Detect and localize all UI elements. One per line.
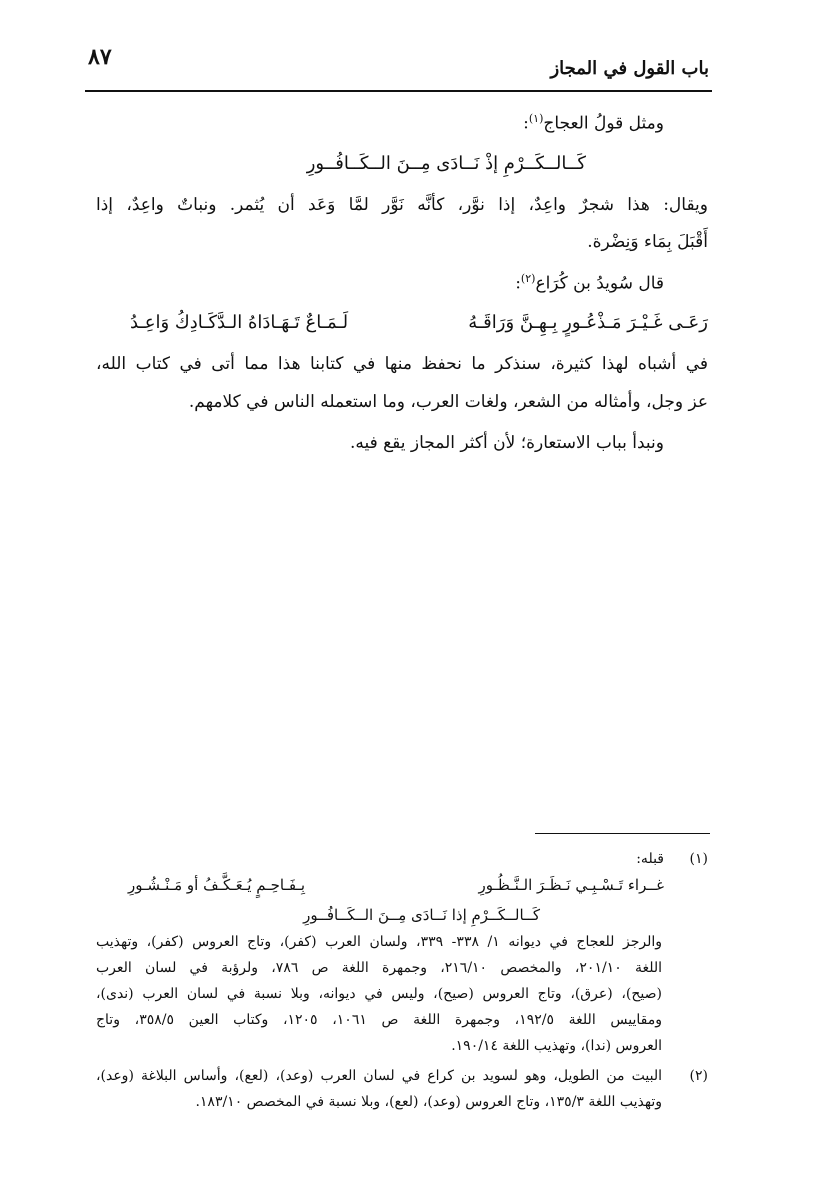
footnote-ref-2: (٢) [520, 272, 536, 285]
intro-text: ومثل قولُ العجاج [543, 113, 664, 134]
footnote-1-line: ومقاييس اللغة ١٩٢/٥، وجمهرة اللغة ص ١٠٦١، ١٢٠٥، وكتاب العين ٣٥٨/٥، وتاج [96, 1012, 662, 1028]
intro-line [523, 112, 664, 134]
verse-2-hemistich-left: لَـمَـاعٌ تَـهَـادَاهُ الـدَّكَـادِكُ وَاعِـدُ [130, 312, 349, 333]
footnote-1-number: (١) [689, 851, 708, 867]
footnote-1-line: العروس (ندا)، وتهذيب اللغة ١٩٠/١٤. [451, 1038, 662, 1054]
footnote-2-number: (٢) [689, 1068, 708, 1084]
verse-1: كَــالــكَــرْمِ إذْ نَــادَى مِــنَ الــكَــافُــورِ [306, 153, 586, 174]
quote-colon: : [515, 273, 521, 294]
footnote-1-verse-b: كَــالــكَــرْمِ إذا نَــادَى مِــنَ الــكَــافُــورِ [303, 906, 540, 924]
footnote-1-verse-a-right: غــراء تَـسْـبِـي نَـظَـرَ الـنَّـظُـورِ [478, 876, 664, 894]
running-head: باب القول في المجاز [550, 58, 709, 79]
footnote-1-label: قبله: [636, 851, 664, 867]
paragraph-2-line-2: عز وجل، وأمثاله من الشعر، ولغات العرب، وما استعمله الناس في كلامهم. [188, 392, 708, 412]
header-rule [85, 90, 712, 92]
intro-colon: : [523, 113, 529, 134]
paragraph-3: ونبدأ بباب الاستعارة؛ لأن أكثر المجاز يقع فيه. [349, 433, 664, 453]
paragraph-1-line-1: ويقال: هذا شجرٌ واعِدٌ، إذا نوَّر، كأنَّه نَوَّر لمَّا وَعَد أن يُثمر. ونباتٌ واعِدٌ، إذا [96, 195, 708, 215]
footnote-1-verse-a-left: بِـفَـاحِـمٍ يُـعَـكَّـفُ أو مَـنْـشُـورِ [128, 876, 306, 894]
footnote-2-line: وتهذيب اللغة ١٣٥/٣، وتاج العروس (وعد)، (لعع)، وبلا نسبة في المخصص ١٨٣/١٠. [195, 1094, 662, 1110]
page-number: ٨٧ [88, 44, 112, 70]
paragraph-2-line-1: في أشباه لهذا كثيرة، سنذكر ما نحفظ منها في كتابنا هذا مما أتى في كتاب الله، [96, 354, 708, 374]
quote-text: قال سُويدُ بن كُرَاع [535, 273, 664, 294]
footnote-1-line: والرجز للعجاج في ديوانه ١/ ٣٣٨- ٣٣٩، ولسان العرب (كفر)، وتاج العروس (كفر)، وتهذيب [96, 934, 662, 950]
quote-line [515, 272, 664, 294]
footnote-1-line: اللغة ٢٠١/١٠، والمخصص ٢١٦/١٠، وجمهرة اللغة ص ٧٨٦، ولرؤبة في لسان العرب [96, 960, 663, 976]
footnote-2-line: البيت من الطويل، وهو لسويد بن كراع في لسان العرب (وعد)، (لعع)، وأساس البلاغة (وعد)، [96, 1068, 662, 1084]
verse-2-hemistich-right: رَعَـى غَـيْـرَ مَـذْعُـورٍ بِـهِـنَّ وَرَاقَـهُ [468, 312, 708, 333]
footnote-rule [535, 833, 710, 834]
paragraph-1-line-2: أَقْبَلَ بِمَاء وَنِضْرة. [587, 232, 708, 252]
footnote-1-line: (صيح)، (عرق)، وتاج العروس (صيح)، وليس في ديوانه، وبلا نسبة في لسان العرب (ندى)، [96, 986, 662, 1002]
footnote-ref-1: (١) [528, 112, 544, 125]
